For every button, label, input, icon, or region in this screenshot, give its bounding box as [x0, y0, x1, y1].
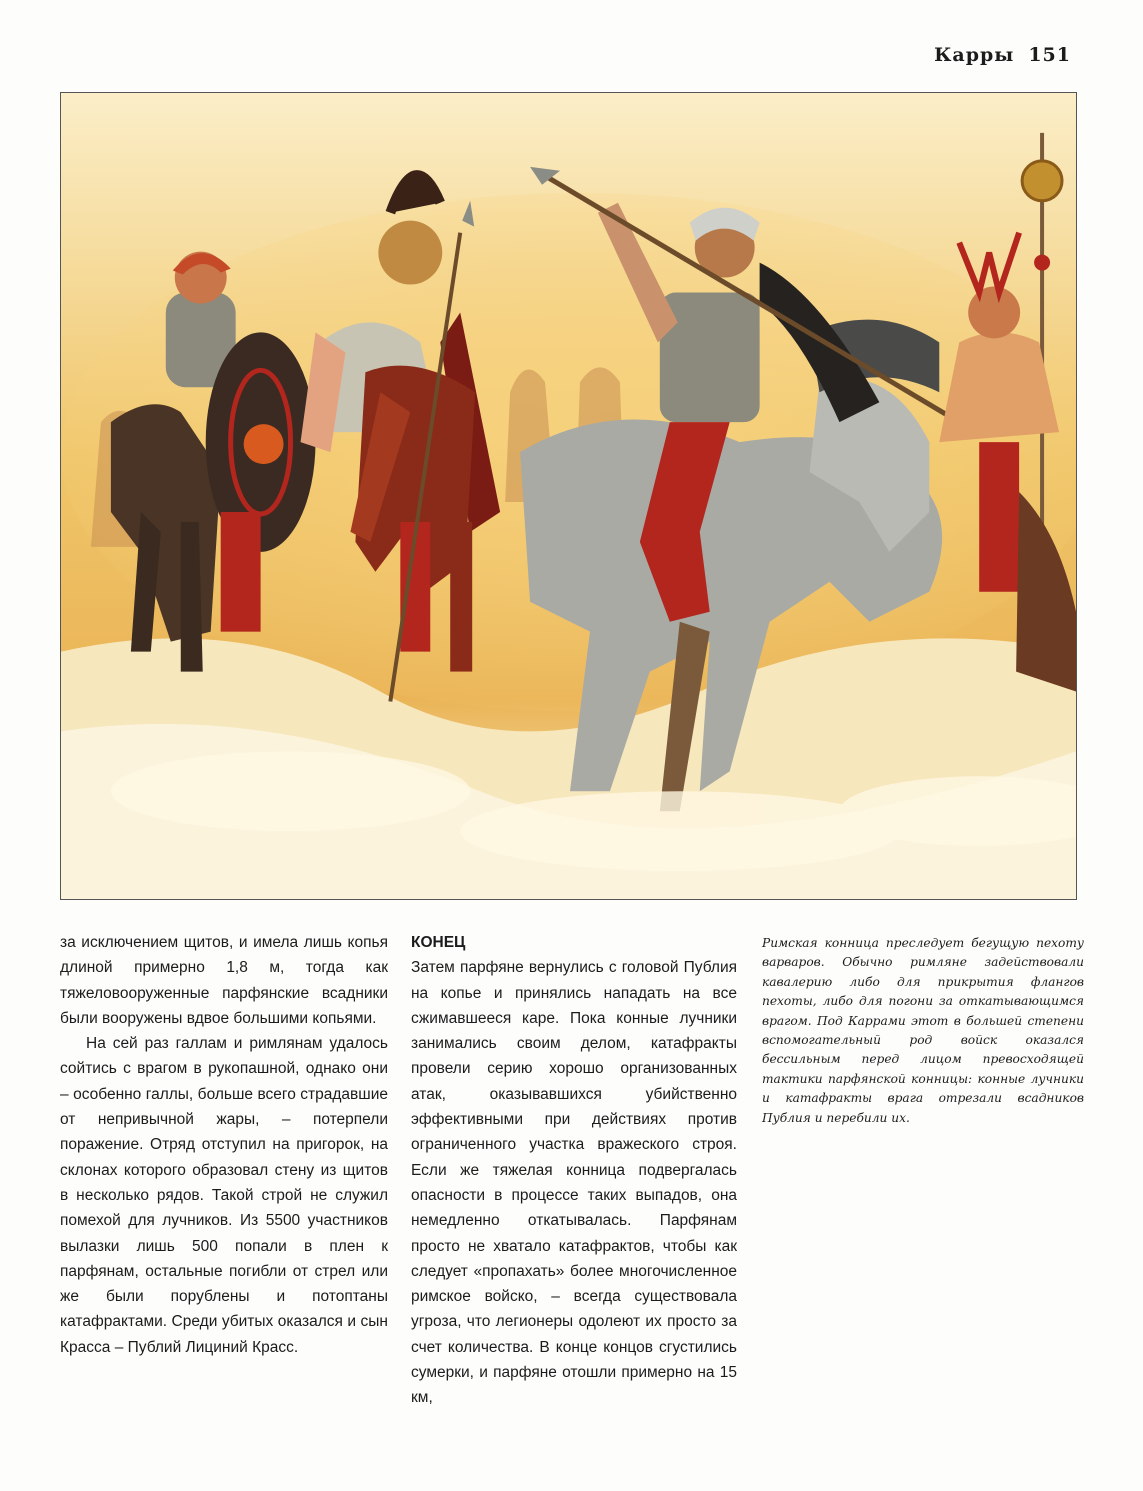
- illustration-frame: [60, 92, 1077, 900]
- section-title: Карры: [934, 44, 1015, 66]
- roman-cavalry-charge-illustration: [61, 93, 1076, 899]
- page-number: 151: [1028, 44, 1071, 66]
- text-column-2: [411, 930, 737, 1411]
- paragraph: Затем парфяне вернулись с головой Публия на копье и принялись нападать на все сжимавшееся каре. Пока конные лучники занимались своим делом, катафракты провели серию хорошо организованных атак, оказывавшихся убийственно эффективными при действиях против ограниченного участка вражеского строя. Если же тяжелая конница подвергалась опасности в процессе таких выпадов, она немедленно откатывалась. Парфянам просто не хватало катафрактов, чтобы как следует «пропахать» более многочисленное римское войско, – всегда существовала угроза, что легионеры одолеют их просто за счет количества. В конце концов сгустились сумерки, и парфяне отошли примерно на 15 км,: [411, 959, 737, 1407]
- figure-caption: [762, 934, 1084, 1128]
- paragraph: за исключением щитов, и имела лишь копья длиной примерно 1,8 м, тогда как тяжеловооруженные парфянские всадники были вооружены вдвое большими копьями.: [60, 934, 388, 1027]
- caption-text: Римская конница преследует бегущую пехоту варваров. Обычно римляне задействовали кавалерию либо для прикрытия флангов пехоты, либо для погони за откатывающимся врагом. Под Каррами этот в большей степени вспомогательный род войск оказался бессильным перед лицом превосходящей тактики парфянской конницы: конные лучники и катафракты врага отрезали всадников Публия и перебили их.: [762, 936, 1084, 1125]
- text-column-1: [60, 930, 388, 1360]
- section-heading: КОНЕЦ: [411, 934, 466, 951]
- running-head: [934, 44, 1071, 66]
- paragraph: На сей раз галлам и римлянам удалось сойтись с врагом в рукопашной, однако они – особенно галлы, больше всего страдавшие от непривычной жары, – потерпели поражение. Отряд отступил на пригорок, на склонах которого образовал стену из щитов в несколько рядов. Такой строй не служил помехой для лучников. Из 5500 участников вылазки лишь 500 попали в плен к парфянам, остальные погибли от стрел или же были порублены и потоптаны катафрактами. Среди убитых оказался и сын Красса – Публий Лициний Красс.: [60, 1035, 388, 1356]
